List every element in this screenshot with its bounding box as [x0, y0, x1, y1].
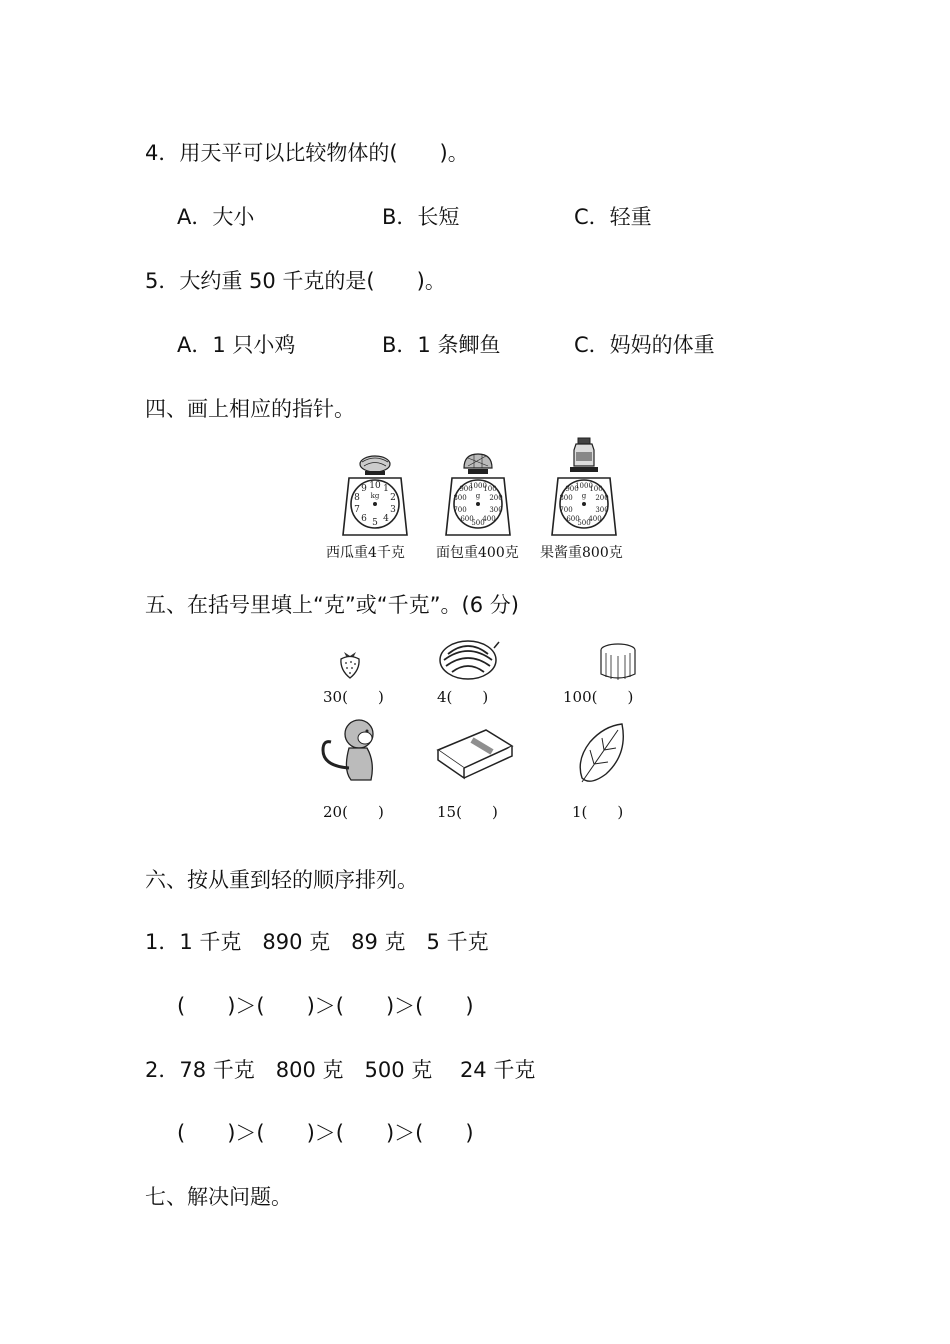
bread-icon [464, 454, 492, 468]
leaf-icon [576, 720, 628, 788]
question-4-stem: 4．用天平可以比较物体的( )。 [145, 141, 469, 165]
mooncake-icon [598, 640, 638, 684]
svg-text:100: 100 [589, 485, 603, 493]
section-6-answer-1-blanks: ( )＞( )＞( )＞( ) [177, 994, 474, 1018]
q4-option-b: B．长短 [382, 205, 460, 229]
svg-text:300: 300 [595, 506, 609, 514]
svg-text:400: 400 [588, 515, 602, 523]
section-4-title: 四、画上相应的指针。 [145, 397, 355, 421]
svg-text:6: 6 [361, 514, 367, 524]
watermelon-icon [438, 636, 500, 682]
strawberry-icon [336, 646, 364, 680]
fill-label-monkey: 20( ) [323, 803, 384, 821]
svg-text:kg: kg [370, 492, 380, 500]
svg-text:1000: 1000 [575, 482, 593, 490]
svg-text:800: 800 [559, 494, 573, 502]
section-6-question-1: 1．1 千克 890 克 89 克 5 千克 [145, 930, 489, 954]
svg-text:1: 1 [383, 484, 389, 494]
fill-label-eraser: 15( ) [437, 803, 498, 821]
fill-label-mooncake: 100( ) [563, 688, 634, 706]
svg-text:200: 200 [595, 494, 609, 502]
q5-option-c: C．妈妈的体重 [574, 333, 715, 357]
svg-text:7: 7 [354, 505, 360, 515]
q5-option-b: B．1 条鲫鱼 [382, 333, 501, 357]
section-5-title: 五、在括号里填上“克”或“千克”。(6 分) [145, 593, 519, 617]
svg-text:400: 400 [482, 515, 496, 523]
fill-label-watermelon: 4( ) [437, 688, 489, 706]
svg-text:9: 9 [361, 484, 367, 494]
svg-text:1000: 1000 [469, 482, 487, 490]
q4-option-a: A．大小 [177, 205, 255, 229]
q4-option-c: C．轻重 [574, 205, 652, 229]
fill-label-leaf: 1( ) [572, 803, 624, 821]
svg-text:600: 600 [460, 515, 474, 523]
svg-text:g: g [581, 492, 587, 500]
scale-bread [438, 440, 518, 540]
svg-text:500: 500 [471, 519, 485, 527]
svg-text:g: g [475, 492, 481, 500]
svg-text:100: 100 [483, 485, 497, 493]
scale-jam [544, 436, 624, 540]
scale-caption-jam: 果酱重800克 [540, 545, 623, 561]
svg-text:600: 600 [566, 515, 580, 523]
svg-text:5: 5 [372, 518, 378, 528]
svg-text:900: 900 [459, 485, 473, 493]
q5-option-a: A．1 只小鸡 [177, 333, 296, 357]
section-6-answer-2-blanks: ( )＞( )＞( )＞( ) [177, 1121, 474, 1145]
scale-watermelon [335, 440, 415, 540]
svg-text:2: 2 [390, 493, 396, 503]
jam-jar-icon [574, 438, 594, 466]
section-6-title: 六、按从重到轻的顺序排列。 [145, 868, 418, 892]
svg-text:900: 900 [565, 485, 579, 493]
fill-label-strawberry: 30( ) [323, 688, 384, 706]
watermelon-icon [360, 456, 390, 472]
section-6-question-2: 2．78 千克 800 克 500 克 24 千克 [145, 1058, 536, 1082]
section-7-title: 七、解决问题。 [145, 1185, 292, 1209]
svg-text:3: 3 [390, 505, 396, 515]
svg-text:700: 700 [559, 506, 573, 514]
svg-text:500: 500 [577, 519, 591, 527]
monkey-icon [315, 714, 385, 786]
scale-caption-bread: 面包重400克 [436, 545, 519, 561]
question-5-stem: 5．大约重 50 千克的是( )。 [145, 269, 446, 293]
svg-text:300: 300 [489, 506, 503, 514]
svg-text:10: 10 [369, 481, 381, 491]
svg-text:8: 8 [354, 493, 360, 503]
svg-text:700: 700 [453, 506, 467, 514]
svg-text:4: 4 [383, 514, 389, 524]
eraser-icon [434, 722, 516, 780]
svg-text:800: 800 [453, 494, 467, 502]
svg-text:200: 200 [489, 494, 503, 502]
scale-caption-watermelon: 西瓜重4千克 [326, 545, 405, 561]
